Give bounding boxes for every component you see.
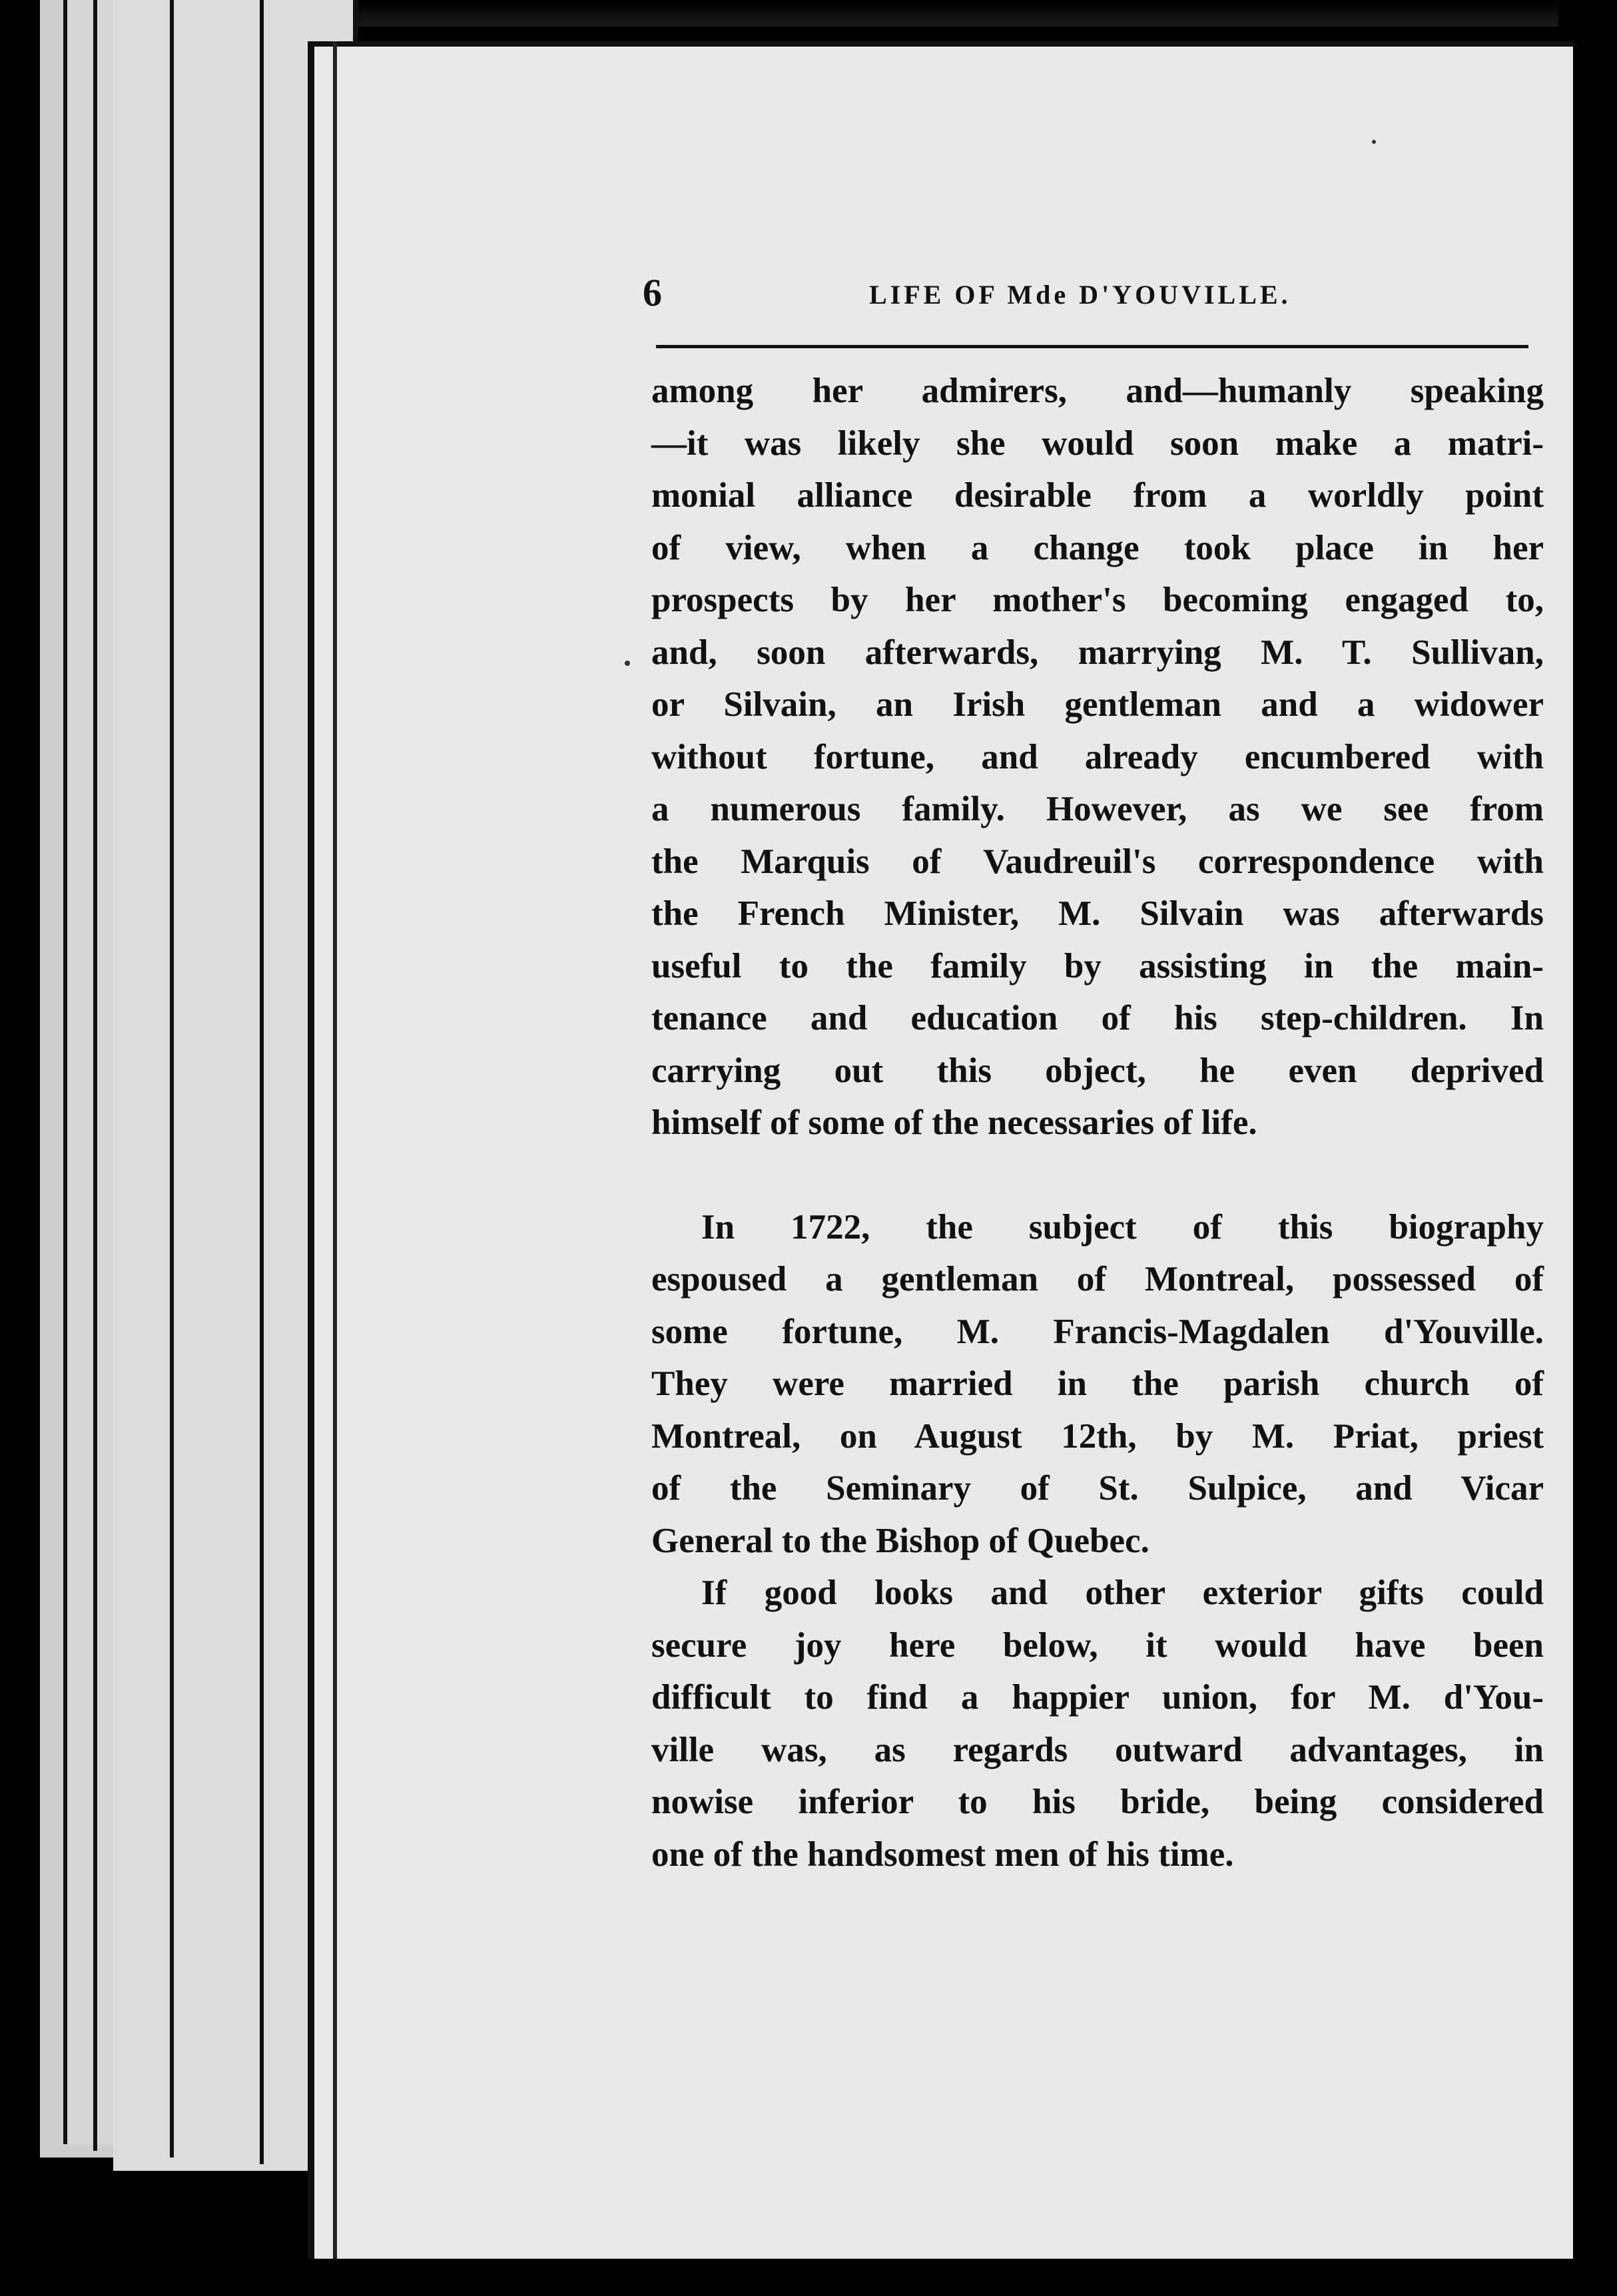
body-text bbox=[651, 365, 1544, 1880]
text-line: Montreal, on August 12th, by M. Priat, priest bbox=[651, 1416, 1544, 1456]
text-line: If good looks and other exterior gifts could bbox=[701, 1574, 1544, 1612]
text-line: and, soon afterwards, marrying M. T. Sullivan, bbox=[651, 633, 1544, 672]
paragraph-2 bbox=[651, 1201, 1544, 1568]
page-edge-line bbox=[63, 0, 67, 2144]
text-line: In 1722, the subject of this biography bbox=[701, 1207, 1544, 1247]
text-line: one of the handsomest men of his time. bbox=[651, 1835, 1234, 1874]
text-line: a numerous family. However, as we see from bbox=[651, 790, 1544, 828]
text-line: ville was, as regards outward advantages, in bbox=[651, 1730, 1544, 1769]
text-line: useful to the family by assisting in the main- bbox=[651, 946, 1544, 986]
header-rule bbox=[656, 345, 1528, 348]
page-edge-line bbox=[93, 0, 97, 2151]
text-line: secure joy here below, it would have been bbox=[651, 1625, 1544, 1665]
page-number: 6 bbox=[643, 271, 662, 314]
scan-speck bbox=[1372, 140, 1376, 144]
text-line: the Marquis of Vaudreuil's correspondence with bbox=[651, 842, 1544, 881]
page-edge-line bbox=[260, 0, 264, 2164]
paragraph-3 bbox=[651, 1567, 1544, 1880]
text-line: tenance and education of his step-children. In bbox=[651, 999, 1544, 1037]
text-line: among her admirers, and—humanly speaking bbox=[651, 372, 1544, 410]
text-line: General to the Bishop of Quebec. bbox=[651, 1521, 1149, 1560]
page-edge-line bbox=[170, 0, 174, 2157]
text-line: carrying out this object, he even deprived bbox=[651, 1051, 1544, 1090]
text-line: nowise inferior to his bride, being considered bbox=[651, 1783, 1544, 1821]
text-line: of view, when a change took place in her bbox=[651, 528, 1544, 567]
text-line: They were married in the parish church of bbox=[651, 1364, 1544, 1403]
page-border-rule bbox=[333, 41, 337, 2259]
page-header bbox=[643, 270, 1528, 316]
text-line: without fortune, and already encumbered with bbox=[651, 737, 1544, 776]
text-line: difficult to find a happier union, for M. d'You- bbox=[651, 1678, 1544, 1717]
text-line: of the Seminary of St. Sulpice, and Vicar bbox=[651, 1469, 1544, 1508]
text-line: himself of some of the necessaries of life. bbox=[651, 1103, 1257, 1142]
paragraph-1 bbox=[651, 365, 1544, 1149]
text-line: some fortune, M. Francis-Magdalen d'Youville. bbox=[651, 1312, 1544, 1351]
running-title: LIFE OF Mde D'YOUVILLE. bbox=[869, 280, 1291, 310]
text-line: the French Minister, M. Silvain was afterwards bbox=[651, 894, 1544, 933]
text-line: prospects by her mother's becoming engaged to, bbox=[651, 581, 1544, 619]
top-shadow bbox=[253, 0, 1558, 27]
text-line: espoused a gentleman of Montreal, possessed of bbox=[651, 1260, 1544, 1298]
scan-speck bbox=[625, 661, 630, 666]
text-line: —it was likely she would soon make a matri- bbox=[651, 424, 1544, 463]
text-line: monial alliance desirable from a worldly point bbox=[651, 476, 1544, 515]
text-line: or Silvain, an Irish gentleman and a widower bbox=[651, 685, 1544, 724]
